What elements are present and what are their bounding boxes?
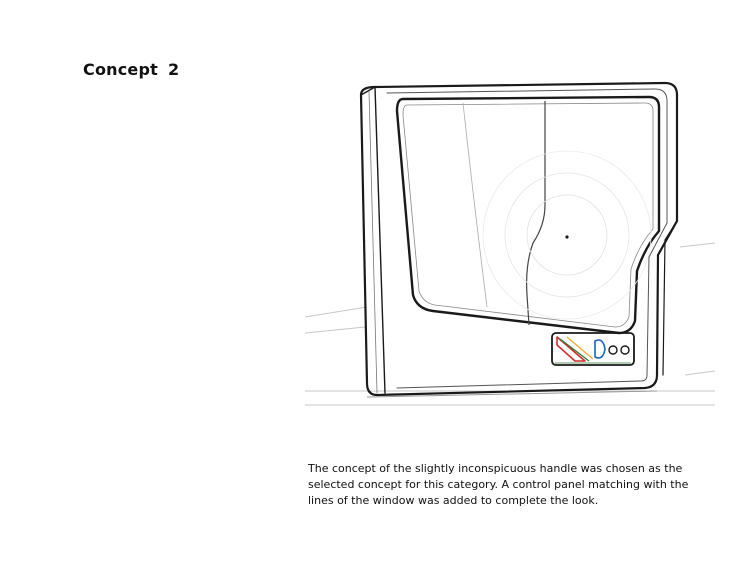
panel-button-2-icon <box>621 346 629 354</box>
title-word: Concept <box>83 60 158 79</box>
caption-text: The concept of the slightly inconspicuous handle was chosen as the selected concept for this category. A control panel matching with the lines of the window was added to complete the look. <box>308 462 689 507</box>
control-panel <box>552 333 634 365</box>
door-window <box>397 97 659 333</box>
panel-button-1-icon <box>609 346 617 354</box>
page-title <box>83 60 179 79</box>
panel-dial-icon <box>595 340 605 358</box>
appliance-sketch <box>305 75 715 410</box>
title-number: 2 <box>167 60 180 79</box>
